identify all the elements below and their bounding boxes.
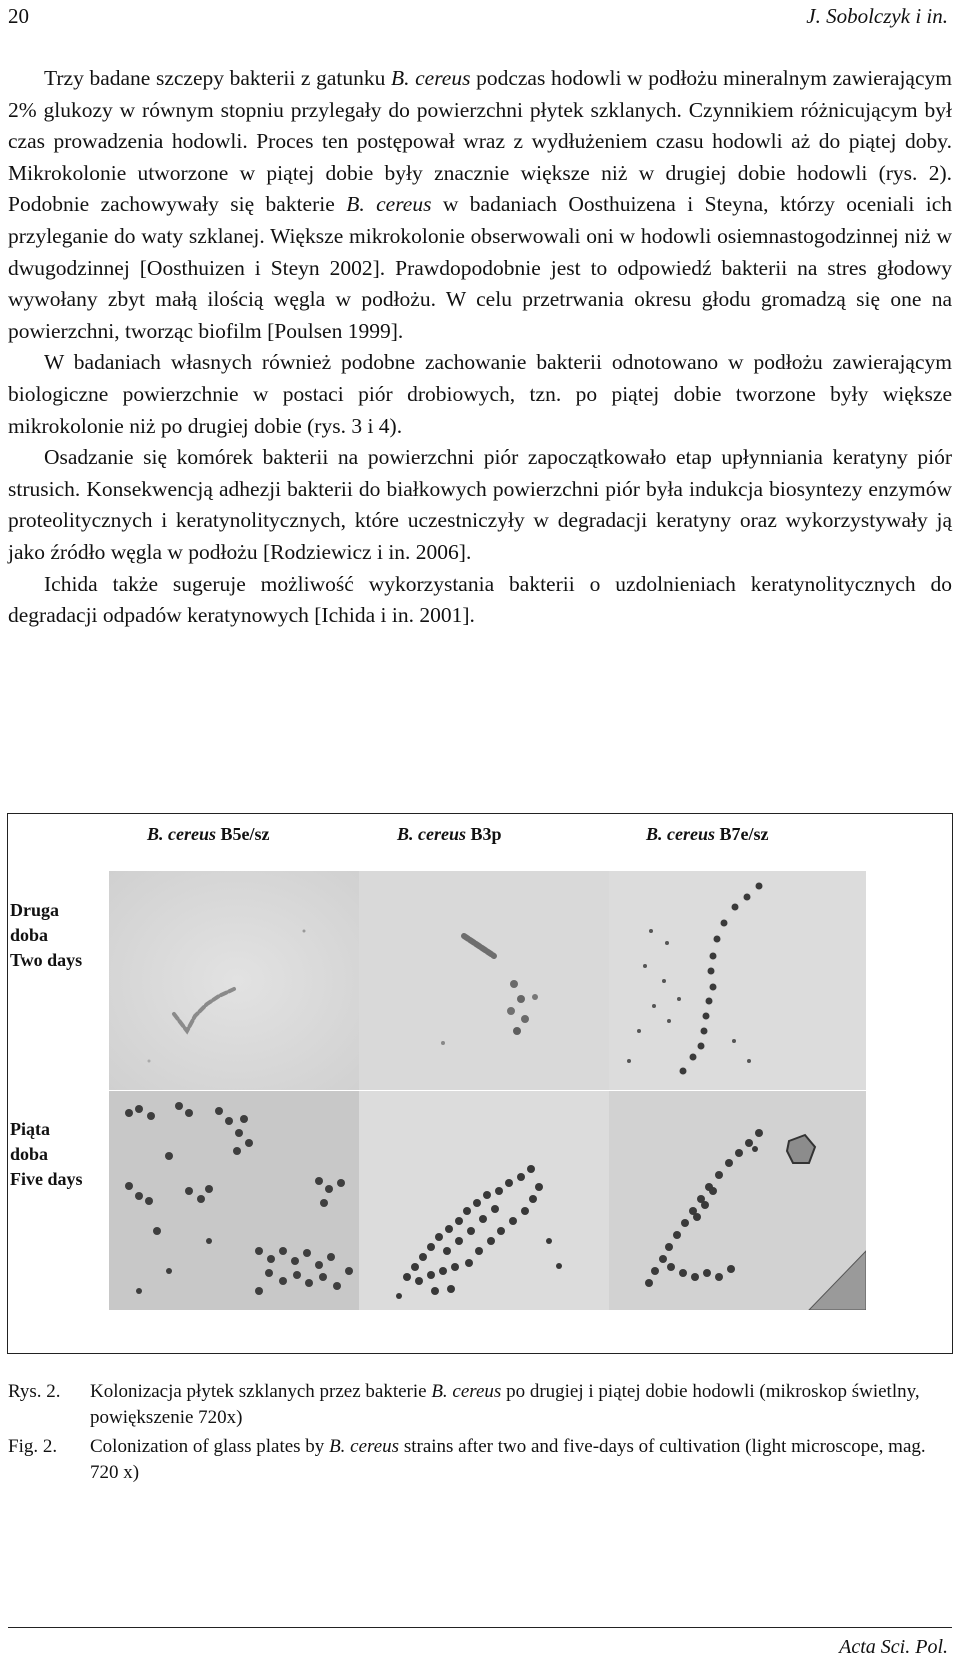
body-text xyxy=(8,63,952,632)
micrograph-b5e-two-days xyxy=(109,871,366,1090)
page-number: 20 xyxy=(8,4,29,28)
row-label-line: doba xyxy=(10,925,49,945)
footer-rule xyxy=(8,1627,952,1628)
column-label-b3p xyxy=(397,824,502,845)
running-head: J. Sobolczyk i in. xyxy=(806,4,948,28)
p1-text: w badaniach Oosthuizena i Steyna, którzy oceniali ich przyleganie do waty szklanej. Większe mikrokolonie obserwowali oni w hodowli osiemnastogodzinnej niż w dwugodzinnej [Oosthuizen i Steyn 2002]. Prawdopodobnie jest to odpowiedź bakterii na stres głodowy wywołany zbyt małą ilością węgla w podłożu. W celu przetrwania okresu głodu gromadzą się one na powierzchni, tworząc biofilm [Poulsen 1999]. xyxy=(8,192,953,343)
species-italic: B. cereus xyxy=(346,192,432,217)
column-label-b7e-sz xyxy=(646,824,769,845)
col-strain: B3p xyxy=(466,824,502,844)
row-label-line: Druga xyxy=(10,900,59,920)
micrograph-b7e-two-days xyxy=(609,871,866,1090)
caption-part: Colonization of glass plates by xyxy=(90,1436,330,1457)
micrograph-b5e-five-days xyxy=(109,1091,366,1310)
micrograph-b7e-five-days xyxy=(609,1091,866,1310)
species-italic: B. cereus xyxy=(329,1436,400,1457)
caption-text xyxy=(90,1379,952,1431)
caption-polish xyxy=(8,1379,952,1431)
paragraph-1 xyxy=(8,63,952,347)
caption-part: strains after two and five-days of cultivation (light microscope, mag. 720 x) xyxy=(90,1436,926,1483)
paragraph-3: Osadzanie się komórek bakterii na powierzchni piór zapoczątkowało etap upłynniania keratyny piór strusich. Konsekwencją adhezji bakterii do białkowych powierzchni piór była indukcja biosyntezy enzymów proteolitycznych i keratynolitycznych, które uczestniczyły w degradacji keratyny oraz wykorzystywały ją jako źródło węgla w podłożu [Rodziewicz i in. 2006]. xyxy=(8,445,952,564)
paragraph-2: W badaniach własnych również podobne zachowanie bakterii odnotowano w podłożu zawierającym biologiczne powierzchnie w postaci piór drobiowych, tzn. po piątej dobie tworzone były większe mikrokolonie niż po drugiej dobie (rys. 3 i 4). xyxy=(8,350,952,438)
caption-part: po drugiej i piątej dobie hodowli (mikroskop świetlny, powiększenie 720x) xyxy=(90,1381,920,1428)
p1-text: podczas hodowli w podłożu mineralnym zawierającym 2% glukozy w równym stopniu przylegały do powierzchni płytek szklanych. Czynnikiem różnicującym był czas prowadzenia hodowli. Proces ten postępował wraz z wydłużeniem czasu hodowli aż do piątej doby. Mikrokolonie utworzone w piątej dobie były znacznie większe niż w drugiej dobie hodowli (rys. 2). Podobnie zachowywały się bakterie xyxy=(8,66,952,217)
micrograph-b3p-two-days xyxy=(359,871,616,1090)
paragraph-4: Ichida także sugeruje możliwość wykorzystania bakterii o uzdolnieniach keratynolitycznych do degradacji odpadów keratynowych [Ichida i in. 2001]. xyxy=(8,571,952,628)
caption-label: Fig. 2. xyxy=(8,1436,58,1457)
caption-label: Rys. 2. xyxy=(8,1381,61,1402)
col-strain: B7e/sz xyxy=(715,824,769,844)
row-label-line: Five days xyxy=(10,1169,83,1189)
col-species: B. cereus xyxy=(397,824,466,844)
micrograph-b3p-five-days xyxy=(359,1091,616,1310)
col-strain: B5e/sz xyxy=(216,824,270,844)
row-label-two-days xyxy=(10,898,110,973)
column-label-b5e-sz xyxy=(147,824,270,845)
col-species: B. cereus xyxy=(147,824,216,844)
journal-name: Acta Sci. Pol. xyxy=(839,1636,948,1658)
row-label-line: doba xyxy=(10,1144,49,1164)
caption-text xyxy=(90,1434,952,1486)
row-label-line: Piąta xyxy=(10,1119,50,1139)
p1-text: Trzy badane szczepy bakterii z gatunku xyxy=(44,66,391,90)
species-italic: B. cereus xyxy=(431,1381,502,1402)
col-species: B. cereus xyxy=(646,824,715,844)
row-label-line: Two days xyxy=(10,950,83,970)
species-italic: B. cereus xyxy=(391,66,471,90)
micrograph-figure xyxy=(7,813,953,1354)
caption-part: Kolonizacja płytek szklanych przez bakterie xyxy=(90,1381,432,1402)
caption-english xyxy=(8,1434,952,1486)
row-label-five-days xyxy=(10,1117,110,1192)
